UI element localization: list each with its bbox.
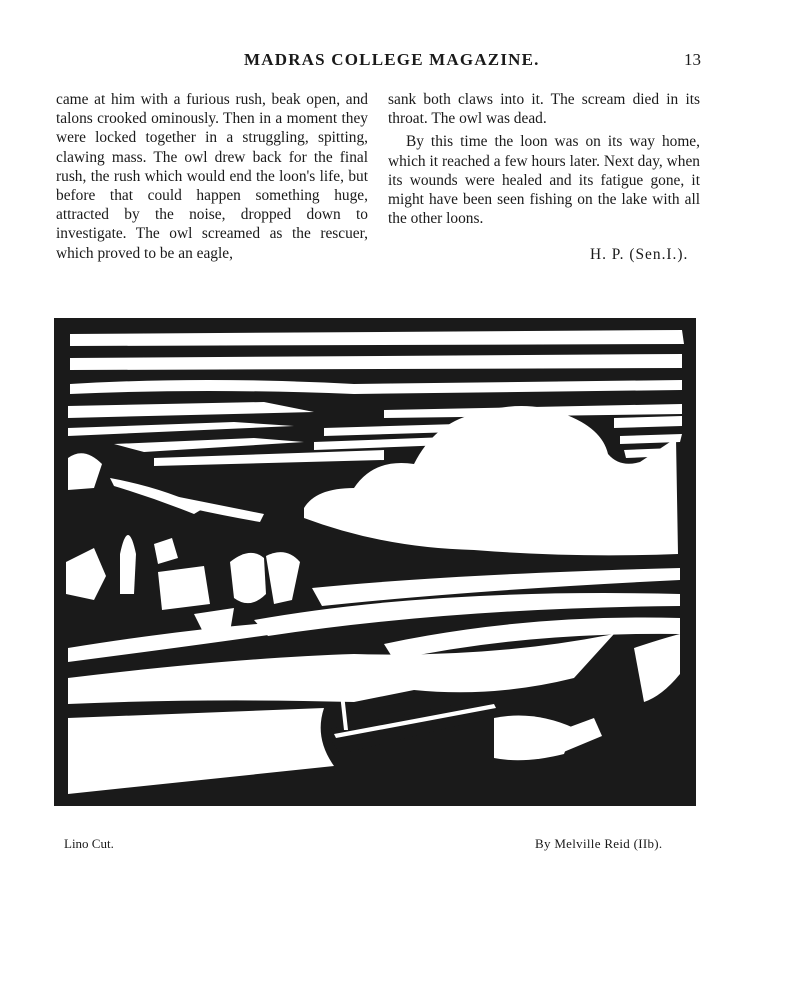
right-paragraph-1: sank both claws into it. The scream died in its throat. The owl was dead. bbox=[388, 91, 700, 128]
running-head bbox=[0, 50, 800, 72]
lino-cut-illustration bbox=[54, 318, 696, 806]
author-signature: H. P. (Sen.I.). bbox=[590, 246, 689, 263]
right-paragraph-2: By this time the loon was on its way home, which it reached a few hours later. Next day, when its wounds were healed and its fatigue gone, it might have been seen fishing on the lake with all the other loons. bbox=[388, 133, 700, 228]
magazine-title: MADRAS COLLEGE MAGAZINE. bbox=[244, 50, 540, 69]
caption-artist: By Melville Reid (IIb). bbox=[535, 836, 663, 851]
left-column-text: came at him with a furious rush, beak open, and talons crooked ominously. Then in a moment they were locked together in a struggling, spitting, clawing mass. The owl drew back for the final rush, the rush which would end the loon's life, but before that could happen something huge, attracted by the noise, dropped down to investigate. The owl screamed as the rescuer, which proved to be an eagle, bbox=[56, 91, 368, 262]
lino-cut-artwork bbox=[54, 318, 696, 806]
caption-medium: Lino Cut. bbox=[64, 836, 114, 851]
page-number: 13 bbox=[684, 50, 701, 69]
left-column bbox=[56, 90, 368, 263]
right-column bbox=[388, 90, 700, 228]
